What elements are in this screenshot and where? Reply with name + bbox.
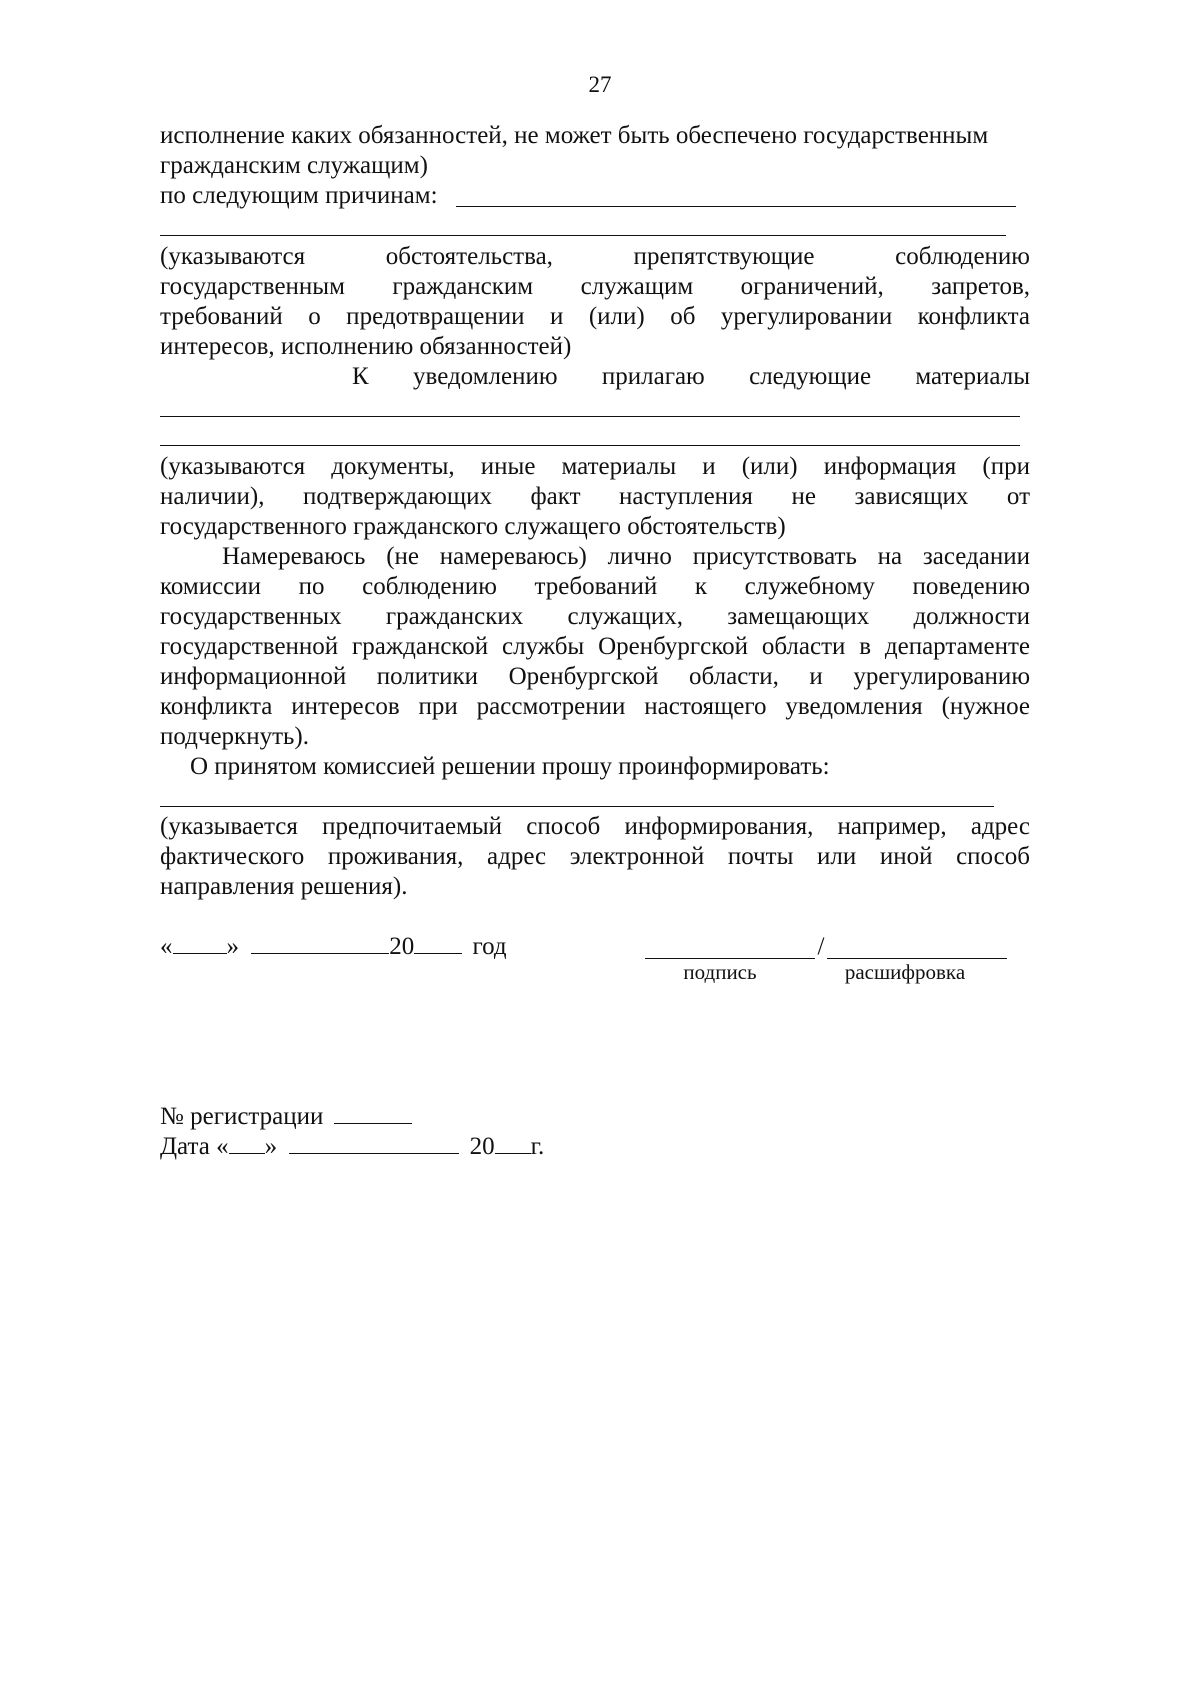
reasons-label: по следующим причинам: bbox=[160, 182, 438, 209]
attachments-label: К уведомлению прилагаю следующие материалы bbox=[352, 363, 1030, 390]
circumstances-note-line-4: интересов, исполнению обязанностей) bbox=[160, 333, 572, 360]
circumstances-note-line-1: (указываются обстоятельства, препятствующие соблюдению bbox=[160, 243, 1030, 270]
registration-day-blank bbox=[229, 1131, 265, 1154]
registration-date-line bbox=[160, 1131, 580, 1163]
registration-number-blank bbox=[334, 1101, 412, 1124]
intent-line-7: подчеркнуть). bbox=[160, 723, 309, 750]
inform-note-line-1: (указывается предпочитаемый способ информирования, например, адрес bbox=[160, 813, 1030, 840]
decoding-caption: расшифровка bbox=[844, 960, 966, 984]
page-number: 27 bbox=[588, 72, 612, 97]
documents-note-line-1: (указываются документы, иные материалы и (или) информация (при bbox=[160, 453, 1030, 480]
registration-date-label: Дата « bbox=[160, 1133, 229, 1160]
attachments-blank-1 bbox=[160, 416, 1020, 417]
date-line bbox=[160, 931, 540, 963]
date-open-quote: « bbox=[160, 933, 173, 960]
date-century: 20 bbox=[389, 933, 415, 960]
continuation-line-2: гражданским служащим) bbox=[160, 152, 428, 179]
year-word: год bbox=[472, 933, 507, 960]
month-blank bbox=[251, 931, 389, 954]
intent-line-5: информационной политики Оренбургской области, и урегулированию bbox=[160, 663, 1030, 690]
registration-century: 20 bbox=[469, 1133, 495, 1160]
inform-note-line-2: фактического проживания, адрес электронной почты или иной способ bbox=[160, 843, 1030, 870]
documents-note-line-2: наличии), подтверждающих факт наступления не зависящих от bbox=[160, 483, 1030, 510]
reasons-blank-2 bbox=[160, 235, 1006, 236]
intent-line-2: комиссии по соблюдению требований к служебному поведению bbox=[160, 573, 1030, 600]
registration-month-blank bbox=[289, 1131, 459, 1154]
inform-blank bbox=[160, 806, 994, 807]
registration-number-line bbox=[160, 1101, 560, 1133]
continuation-line-1: исполнение каких обязанностей, не может быть обеспечено государственным bbox=[160, 122, 989, 149]
circumstances-note-line-3: требований о предотвращении и (или) об урегулировании конфликта bbox=[160, 303, 1030, 330]
day-blank bbox=[173, 931, 227, 954]
registration-year-suffix: г. bbox=[530, 1133, 545, 1160]
registration-year-blank bbox=[495, 1131, 531, 1154]
registration-date-close: » bbox=[264, 1133, 278, 1160]
year-blank bbox=[414, 931, 462, 954]
inform-label: О принятом комиссией решении прошу проинформировать: bbox=[190, 753, 830, 780]
attachments-blank-2 bbox=[160, 445, 1020, 446]
reasons-blank-1 bbox=[456, 206, 1016, 207]
registration-number-label: № регистрации bbox=[160, 1103, 324, 1130]
intent-line-1: Намереваюсь (не намереваюсь) лично присутствовать на заседании bbox=[222, 543, 1030, 570]
signature-separator: / bbox=[817, 933, 825, 960]
date-close-quote: » bbox=[226, 933, 239, 960]
documents-note-line-3: государственного гражданского служащего обстоятельств) bbox=[160, 513, 786, 540]
intent-line-4: государственной гражданской службы Оренбургской области в департаменте bbox=[160, 633, 1030, 660]
intent-line-3: государственных гражданских служащих, замещающих должности bbox=[160, 603, 1030, 630]
signature-caption: подпись bbox=[683, 960, 757, 984]
circumstances-note-line-2: государственным гражданским служащим ограничений, запретов, bbox=[160, 273, 1030, 300]
intent-line-6: конфликта интересов при рассмотрении настоящего уведомления (нужное bbox=[160, 693, 1030, 720]
inform-note-line-3: направления решения). bbox=[160, 873, 408, 900]
